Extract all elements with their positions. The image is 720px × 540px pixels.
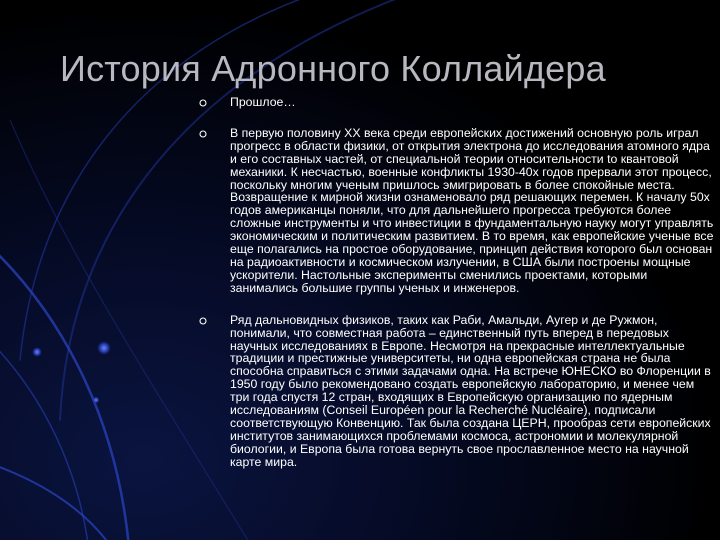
hollow-circle-icon xyxy=(199,99,207,107)
orbit-dot-medium xyxy=(32,347,42,357)
slide-title: История Адронного Коллайдера xyxy=(60,48,606,89)
bullet-list xyxy=(199,96,715,469)
orbit-dot-large xyxy=(97,341,111,355)
hollow-circle-icon xyxy=(199,130,207,138)
bullet-text: Ряд дальновидных физиков, таких как Раби, Амальди, Аугер и де Ружмон, понимали, что совместная работа – единственный путь вперед в передовых научных исследованиях в Европе. Несмотря на прекрасные интеллектуальные традиции и престижные университеты, ни одна европейская страна не была способна справиться с этими задачами одна. На встрече ЮНЕСКО во Флоренции в 1950 году было рекомендовано создать европейскую лабораторию, и менее чем три года спустя 12 стран, входящих в Европейскую организацию по ядерным исследованиям (Conseil Européen pour la Recherché Nucléaire), подписали соответствующую Конвенцию. Так была создана ЦЕРН, прообраз сети европейских институтов занимающихся проблемами космоса, астрономии и молекулярной биологии, и Европа была готова вернуть свое прославленное место на научной карте мира. xyxy=(230,312,711,469)
hollow-circle-icon xyxy=(199,317,207,325)
bullet-text: В первую половину XX века среди европейских достижений основную роль играл прогресс в области физики, от открытия электрона до исследования атомного ядра и его составных частей, от специальной теории относительности to квантовой механики. К несчастью, военные конфликты 1930-40х годов прервали этот процесс, поскольку многим ученым пришлось эмигрировать в более спокойные места. Возвращение к мирной жизни ознаменовало ряд решающих перемен. К началу 50х годов американцы поняли, что для дальнейшего прогресса требуются более сложные инструменты и что инвестиции в фундаментальную науку могут управлять экономическим и политическим развитием. В то время, как европейские ученые все еще полагались на простое оборудование, принцип действия которого был основан на радиоактивности и космическом излучении, в США были построены мощные ускорители. Настольные эксперименты сменились проектами, которыми занимались большие группы ученых и инженеров. xyxy=(230,125,714,295)
bullet-item-history xyxy=(199,127,715,295)
orbit-dot-small xyxy=(93,397,100,404)
bullet-text: Прошлое… xyxy=(230,95,296,109)
bullet-item-cern xyxy=(199,314,715,469)
bullet-item-past xyxy=(199,96,715,109)
